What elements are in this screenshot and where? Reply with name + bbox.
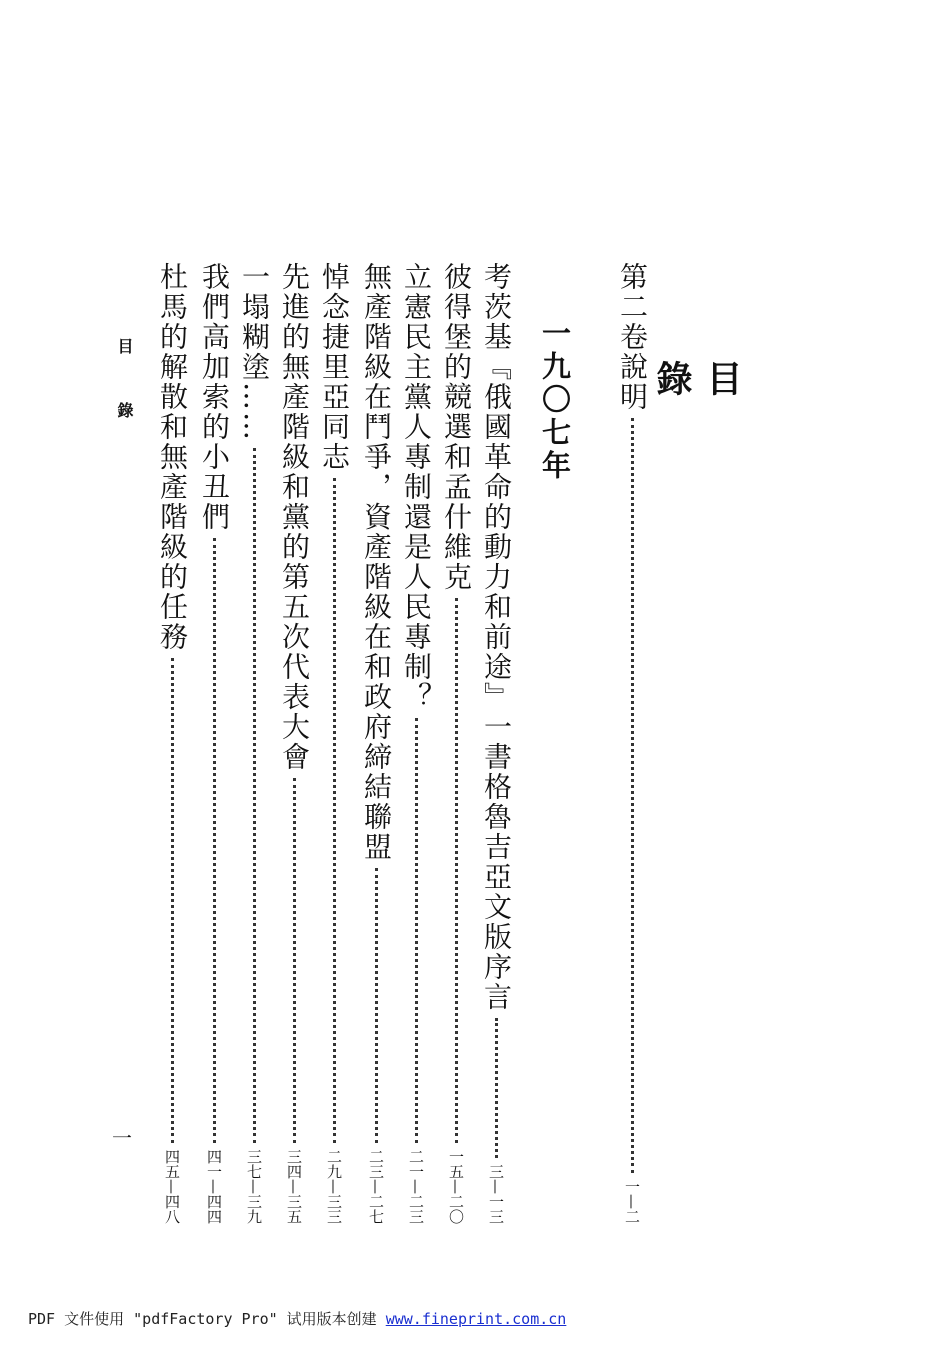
toc-entry-pages: 二三—二七 [367,1149,385,1224]
dot-leader [171,658,174,1143]
toc-entry-title: 立憲民主黨人專制還是人民專制？ [400,262,433,712]
dot-leader [455,598,458,1143]
running-head: 目錄 [115,338,134,466]
toc-entry-pages: 四一—四四 [205,1149,223,1224]
dot-leader [495,1018,498,1158]
toc-entry-pages: 一—二 [623,1179,641,1224]
toc-entry[interactable] [198,262,230,1224]
toc-entry-title: 杜馬的解散和無產階級的任務 [156,262,189,652]
folio: 一 [112,1126,132,1150]
toc-entry-pages: 一五—二〇 [447,1149,465,1224]
pdf-footer [28,1308,728,1329]
toc-entry-pages: 四五—四八 [163,1149,181,1224]
toc-entry-title: 悼念捷里亞同志 [318,262,351,472]
dot-leader [213,538,216,1143]
toc-entry[interactable] [440,262,472,1224]
toc-entry[interactable] [480,262,512,1224]
dot-leader [333,478,336,1143]
toc-entry-pages: 三—一三 [487,1164,505,1224]
toc-entry-title: 無產階級在鬥爭，資產階級在和政府締結聯盟 [360,262,393,862]
year-heading: 一九〇七年 [538,318,572,483]
toc-entry-pages: 二一—二三 [407,1149,425,1224]
toc-entry-title: 先進的無產階級和黨的第五次代表大會 [278,262,311,772]
toc-entry-title: 彼得堡的競選和孟什維克 [440,262,473,592]
toc-entry-title: 第二卷說明 [616,262,649,412]
toc-entry-title: 一塌糊塗…… [238,262,271,442]
footer-text: PDF 文件使用 "pdfFactory Pro" 试用版本创建 [28,1310,386,1328]
dot-leader [293,778,296,1143]
toc-entry[interactable] [616,262,648,1224]
toc-entry[interactable] [238,262,270,1224]
toc-entry-pages: 三四—三五 [285,1149,303,1224]
toc-entry[interactable] [156,262,188,1224]
toc-entry-title: 我們高加索的小丑們 [198,262,231,532]
dot-leader [415,718,418,1143]
toc-entry[interactable] [278,262,310,1224]
toc-entry-pages: 三七—三九 [245,1149,263,1224]
toc-entry[interactable] [400,262,432,1224]
toc-entry-pages: 二九—三三 [325,1149,343,1224]
toc-entry-title: 考茨基『俄國革命的動力和前途』一書格魯吉亞文版序言 [480,262,513,1012]
dot-leader [631,418,634,1173]
footer-link[interactable]: www.fineprint.com.cn [385,1310,567,1328]
page-title: 目錄 [651,360,742,456]
toc-entry[interactable] [318,262,350,1224]
dot-leader [253,448,256,1143]
toc-entry[interactable] [360,262,392,1224]
dot-leader [375,868,378,1143]
